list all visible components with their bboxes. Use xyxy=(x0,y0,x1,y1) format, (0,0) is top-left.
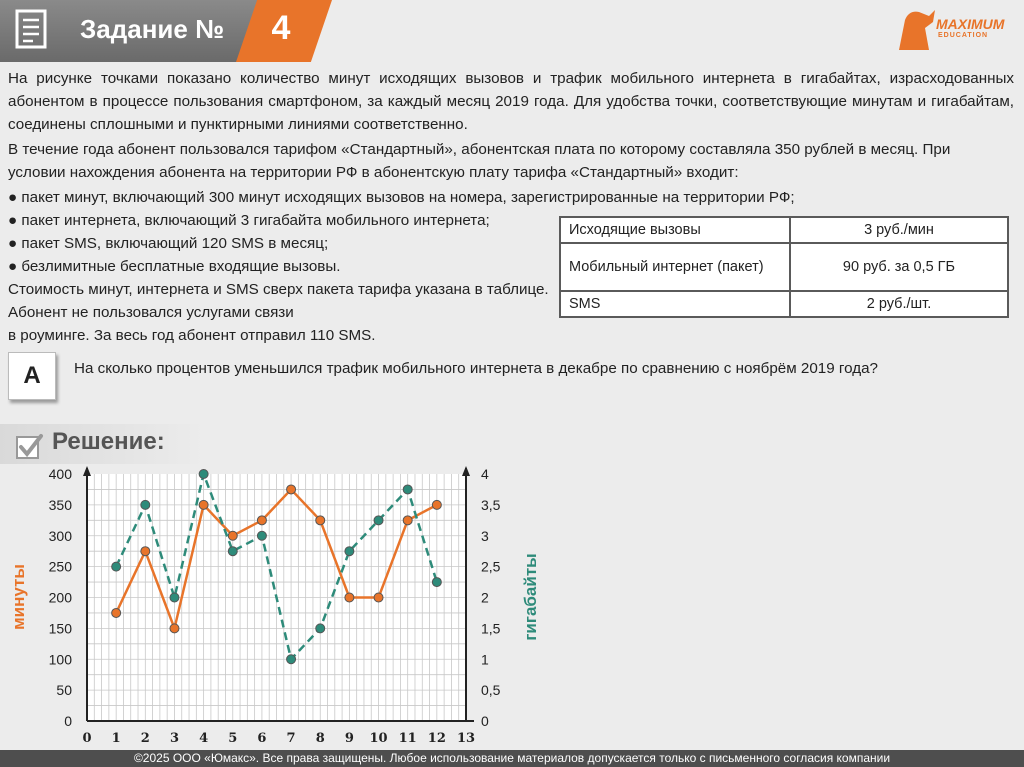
x-tick-label: 3 xyxy=(169,731,179,746)
cost-line: Стоимость минут, интернета и SMS сверх пакета тарифа указана в таблице. xyxy=(8,281,549,298)
x-tick-label: 11 xyxy=(398,731,417,746)
right-axis-arrow xyxy=(462,466,470,476)
y-tick-label-left: 300 xyxy=(48,527,72,544)
data-point-right xyxy=(374,516,383,525)
left-axis-arrow xyxy=(83,466,91,476)
data-point-right xyxy=(170,593,179,602)
intro-paragraph-2-line1: В течение года абонент пользовался тарифом «Стандартный», абонентская плата по которому составляла 350 рублей в месяц. При xyxy=(8,141,951,158)
line-chart xyxy=(0,462,560,747)
intro-paragraph-1: На рисунке точками показано количество минут исходящих вызовов и трафик мобильного интернета в гигабайтах, израсходованных абонентом в процессе пользования смартфоном, за каждый месяц 2019 года. Для удобства точки, соответствующие минутам и гигабайтам, соединены сплошными и пунктирными линиями соответственно. xyxy=(8,70,1014,133)
data-point-left xyxy=(141,547,150,556)
data-point-right xyxy=(432,578,441,587)
y-tick-label-left: 100 xyxy=(48,651,72,668)
x-tick-label: 4 xyxy=(199,731,209,746)
table-cell-price: 2 руб./шт. xyxy=(790,291,1008,317)
table-cell-price: 90 руб. за 0,5 ГБ xyxy=(790,243,1008,291)
x-tick-label: 7 xyxy=(286,731,296,746)
x-tick-label: 12 xyxy=(427,731,446,746)
data-point-right xyxy=(345,547,354,556)
y-tick-label-right: 0,5 xyxy=(481,682,501,699)
roaming-line-1: Абонент не пользовался услугами связи xyxy=(8,304,294,321)
y-tick-label-right: 2 xyxy=(481,589,489,606)
y-axis-label-right: гигабайты xyxy=(521,553,540,641)
x-tick-label: 0 xyxy=(82,731,92,746)
data-point-left xyxy=(170,624,179,633)
data-point-left xyxy=(345,593,354,602)
intro-paragraph-2-line2: условии нахождения абонента на территории РФ в абонентскую плату тарифа «Стандартный» входит: xyxy=(8,164,739,181)
logo-word: MAXIMUM xyxy=(936,16,1005,32)
y-tick-label-left: 50 xyxy=(56,682,72,699)
x-tick-label: 5 xyxy=(228,731,238,746)
table-cell-service: Исходящие вызовы xyxy=(560,217,790,243)
checkbox-icon xyxy=(14,432,44,462)
bullet-internet: ● пакет интернета, включающий 3 гигабайта мобильного интернета; xyxy=(8,212,490,229)
task-number: 4 xyxy=(271,9,291,47)
y-tick-label-right: 3,5 xyxy=(481,496,501,513)
data-point-left xyxy=(374,593,383,602)
y-tick-label-right: 2,5 xyxy=(481,558,501,575)
x-tick-label: 9 xyxy=(344,731,354,746)
bullet-sms: ● пакет SMS, включающий 120 SMS в месяц; xyxy=(8,235,329,252)
task-title: Задание № xyxy=(80,14,225,44)
data-point-right xyxy=(112,562,121,571)
y-tick-label-left: 0 xyxy=(64,713,72,729)
header xyxy=(0,0,1024,62)
y-axis-label-left: минуты xyxy=(9,564,28,630)
table-row xyxy=(560,243,1008,291)
x-tick-label: 2 xyxy=(140,731,150,746)
y-tick-label-left: 200 xyxy=(48,589,72,606)
y-tick-label-right: 4 xyxy=(481,466,489,482)
data-point-left xyxy=(432,500,441,509)
footer: ©2025 ООО «Юмакс». Все права защищены. Любое использование материалов допускается только с письменного согласия компании xyxy=(0,750,1024,767)
data-point-right xyxy=(403,485,412,494)
y-tick-label-left: 250 xyxy=(48,558,72,575)
y-tick-label-left: 350 xyxy=(48,496,72,513)
logo-subtitle: EDUCATION xyxy=(938,32,989,39)
question-text: На сколько процентов уменьшился трафик мобильного интернета в декабре по сравнению с ноябрём 2019 года? xyxy=(74,360,878,377)
data-point-right xyxy=(228,547,237,556)
x-tick-label: 13 xyxy=(456,731,476,746)
table-row xyxy=(560,291,1008,317)
data-point-right xyxy=(257,531,266,540)
y-tick-label-left: 150 xyxy=(48,620,72,637)
roaming-line-2: в роуминге. За весь год абонент отправил 110 SMS. xyxy=(8,327,376,344)
solution-title: Решение: xyxy=(52,428,165,455)
data-point-right xyxy=(316,624,325,633)
x-tick-label: 6 xyxy=(257,731,267,746)
table-cell-price: 3 руб./мин xyxy=(790,217,1008,243)
y-tick-label-right: 3 xyxy=(481,527,489,544)
document-icon xyxy=(14,8,48,50)
data-point-right xyxy=(141,500,150,509)
data-point-left xyxy=(287,485,296,494)
bullet-minutes: ● пакет минут, включающий 300 минут исходящих вызовов на номера, зарегистрированные на территории РФ; xyxy=(8,189,795,206)
table-cell-service: SMS xyxy=(560,291,790,317)
data-point-left xyxy=(199,500,208,509)
bullet-incoming: ● безлимитные бесплатные входящие вызовы. xyxy=(8,258,341,275)
x-tick-label: 10 xyxy=(369,731,388,746)
y-tick-label-left: 400 xyxy=(48,466,72,482)
table-cell-service: Мобильный интернет (пакет) xyxy=(560,243,790,291)
data-point-left xyxy=(257,516,266,525)
table-row xyxy=(560,217,1008,243)
data-point-right xyxy=(287,655,296,664)
data-point-right xyxy=(199,470,208,479)
y-tick-label-right: 0 xyxy=(481,713,489,729)
y-tick-label-right: 1 xyxy=(481,651,489,668)
x-tick-label: 1 xyxy=(111,731,121,746)
question-label: А xyxy=(8,352,56,400)
x-tick-label: 8 xyxy=(315,731,325,746)
data-point-left xyxy=(403,516,412,525)
y-tick-label-right: 1,5 xyxy=(481,620,501,637)
data-point-left xyxy=(112,608,121,617)
data-point-left xyxy=(316,516,325,525)
data-point-left xyxy=(228,531,237,540)
price-table xyxy=(559,216,1009,318)
